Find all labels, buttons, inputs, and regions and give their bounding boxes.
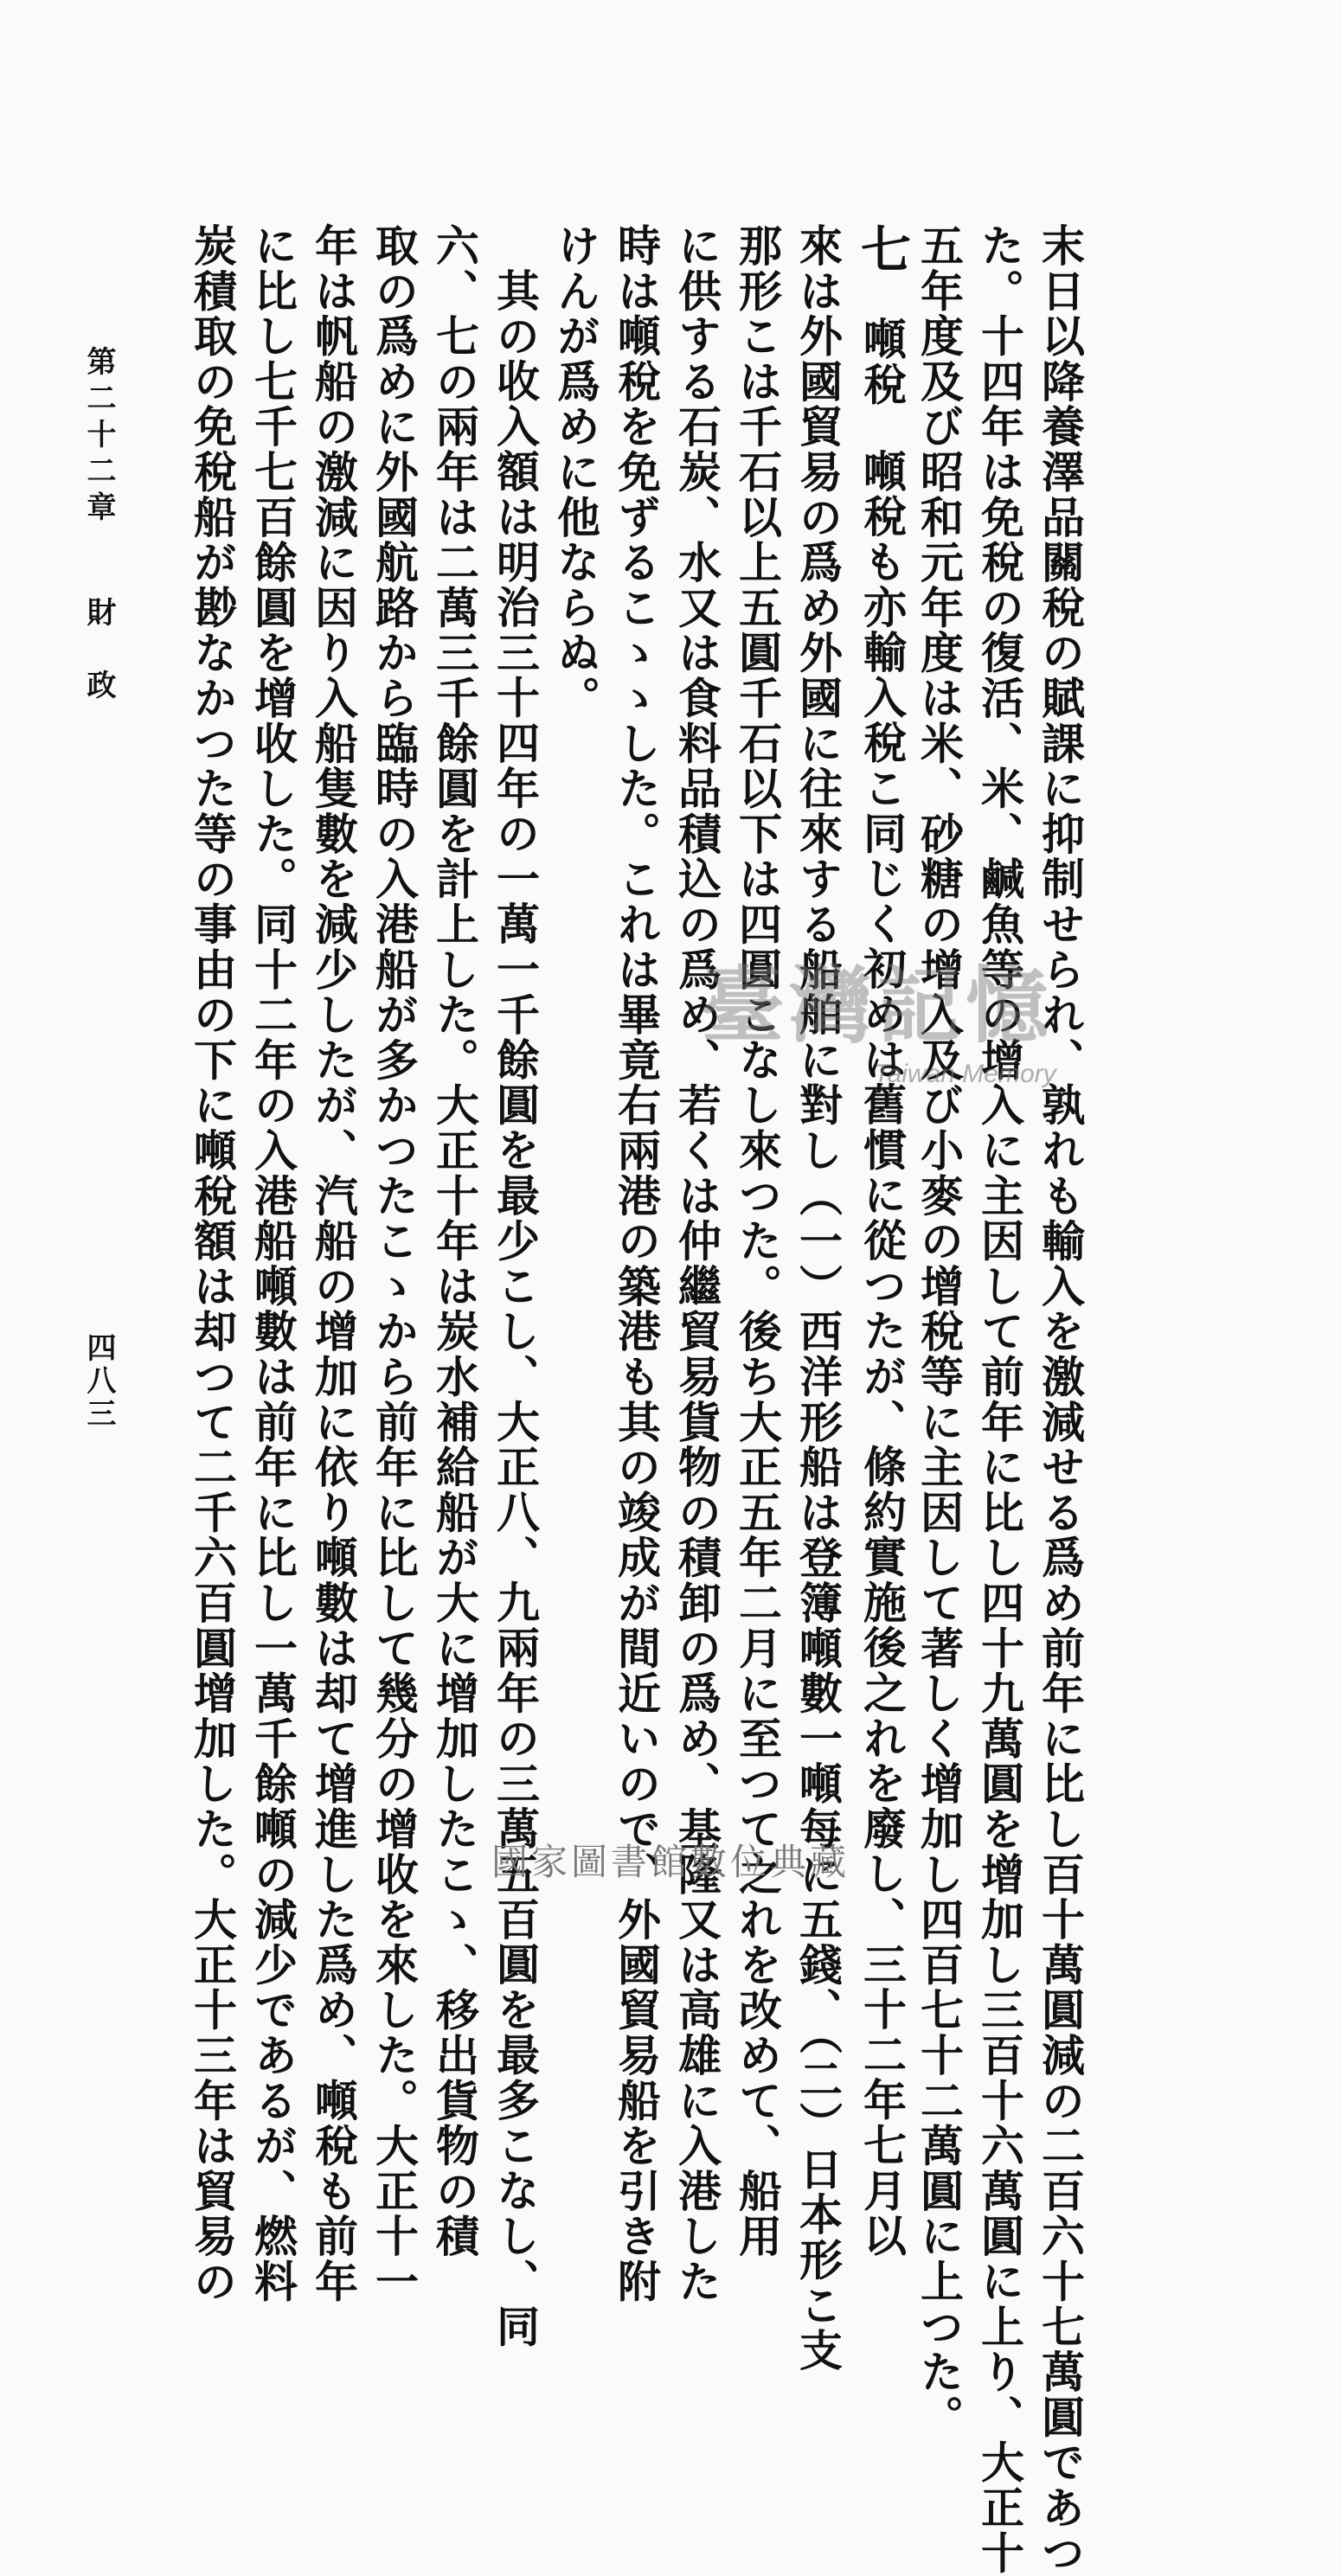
running-head-chapter: 第二十二章 [81, 346, 116, 528]
paragraph2-line-5: 炭積取の免稅船が尠なかつた等の事由の下に噸稅額は却つて二千六百圓增加した。大正十三年は貿易の [187, 223, 238, 2304]
library-footer: 國家圖書館數位典藏 [491, 1841, 850, 1883]
paragraph2-line-2: 取の爲めに外國航路から臨時の入港船が多かつたこゝから前年に比して幾分の增收を來した。大正十一 [369, 223, 420, 2304]
section-line-2: 那形こは千石以上五圓千石以下は四圓こなし來つた。後ち大正五年二月に至つて之れを改めて、船用 [732, 223, 783, 2259]
section-line-1: 來は外國貿易の爲め外國に往來する船舶に對し（一）西洋形船は登簿噸數一噸每に五錢、（二）日本形こ支 [792, 223, 844, 2374]
paragraph2-line-3: 年は帆船の激減に因り入船隻數を減少したが、汽船の增加に依り噸數は却て增進した爲め、噸稅も前年 [308, 223, 359, 2304]
section-line-5: けんが爲めに他ならぬ。 [550, 223, 601, 721]
section-heading-column [852, 223, 911, 2259]
watermark-logo: 臺灣記憶 [701, 957, 1054, 1054]
text-column-1: 末日以降養澤品關稅の賦課に抑制せられ、孰れも輸入を激減せる爲め前年に比し百十萬圓減の二百六十七萬圓であつ [1035, 223, 1086, 2576]
paragraph2-first-line: 其の收入額は明治三十四年の一萬一千餘圓を最少こし、大正八、九兩年の三萬五百圓を最多こなし、同 [490, 268, 541, 2349]
section-line-4: 時は噸稅を免ずるこゝゝした。これは畢竟右兩港の築港も其の竣成が間近いので、外國貿易船を引き附 [611, 223, 662, 2304]
page-number: 四八三 [81, 1332, 116, 1431]
paragraph2-line-4: に比し七千七百餘圓を增收した。同十二年の入港船噸數は前年に比し一萬千餘噸の減少であるが、燃料 [247, 223, 298, 2304]
section-first-line: 噸稅も亦輸入稅こ同じく初めは舊慣に從つたが、條約實施後之れを廢し、三十二年七月以 [857, 448, 908, 2259]
text-column-2: た。十四年は免稅の復活、米、鹹魚等の增入に主因して前年に比し四十九萬圓を增加し三百十六萬圓に上り、大正十 [974, 223, 1025, 2576]
watermark-subtitle: Taiwan Memory [874, 1060, 1056, 1088]
section-line-3: に供する石炭、水又は食料品積込の爲め、若くは仲繼貿易貨物の積卸の爲め、基隆又は高雄に入港した [671, 223, 722, 2304]
section-title: 噸稅 [857, 317, 908, 407]
text-column-3: 五年度及び昭和元年度は米、砂糖の增入及び小麥の增稅等に主因して著しく增加し四百七十二萬圓に上つた。 [914, 223, 965, 2440]
section-number: 七 [852, 223, 911, 276]
paragraph2-line-1: 六、七の兩年は二萬三千餘圓を計上した。大正十年は炭水補給船が大に增加したこゝ、移出貨物の積 [429, 223, 480, 2259]
running-head-title: 財 政 [81, 597, 116, 706]
